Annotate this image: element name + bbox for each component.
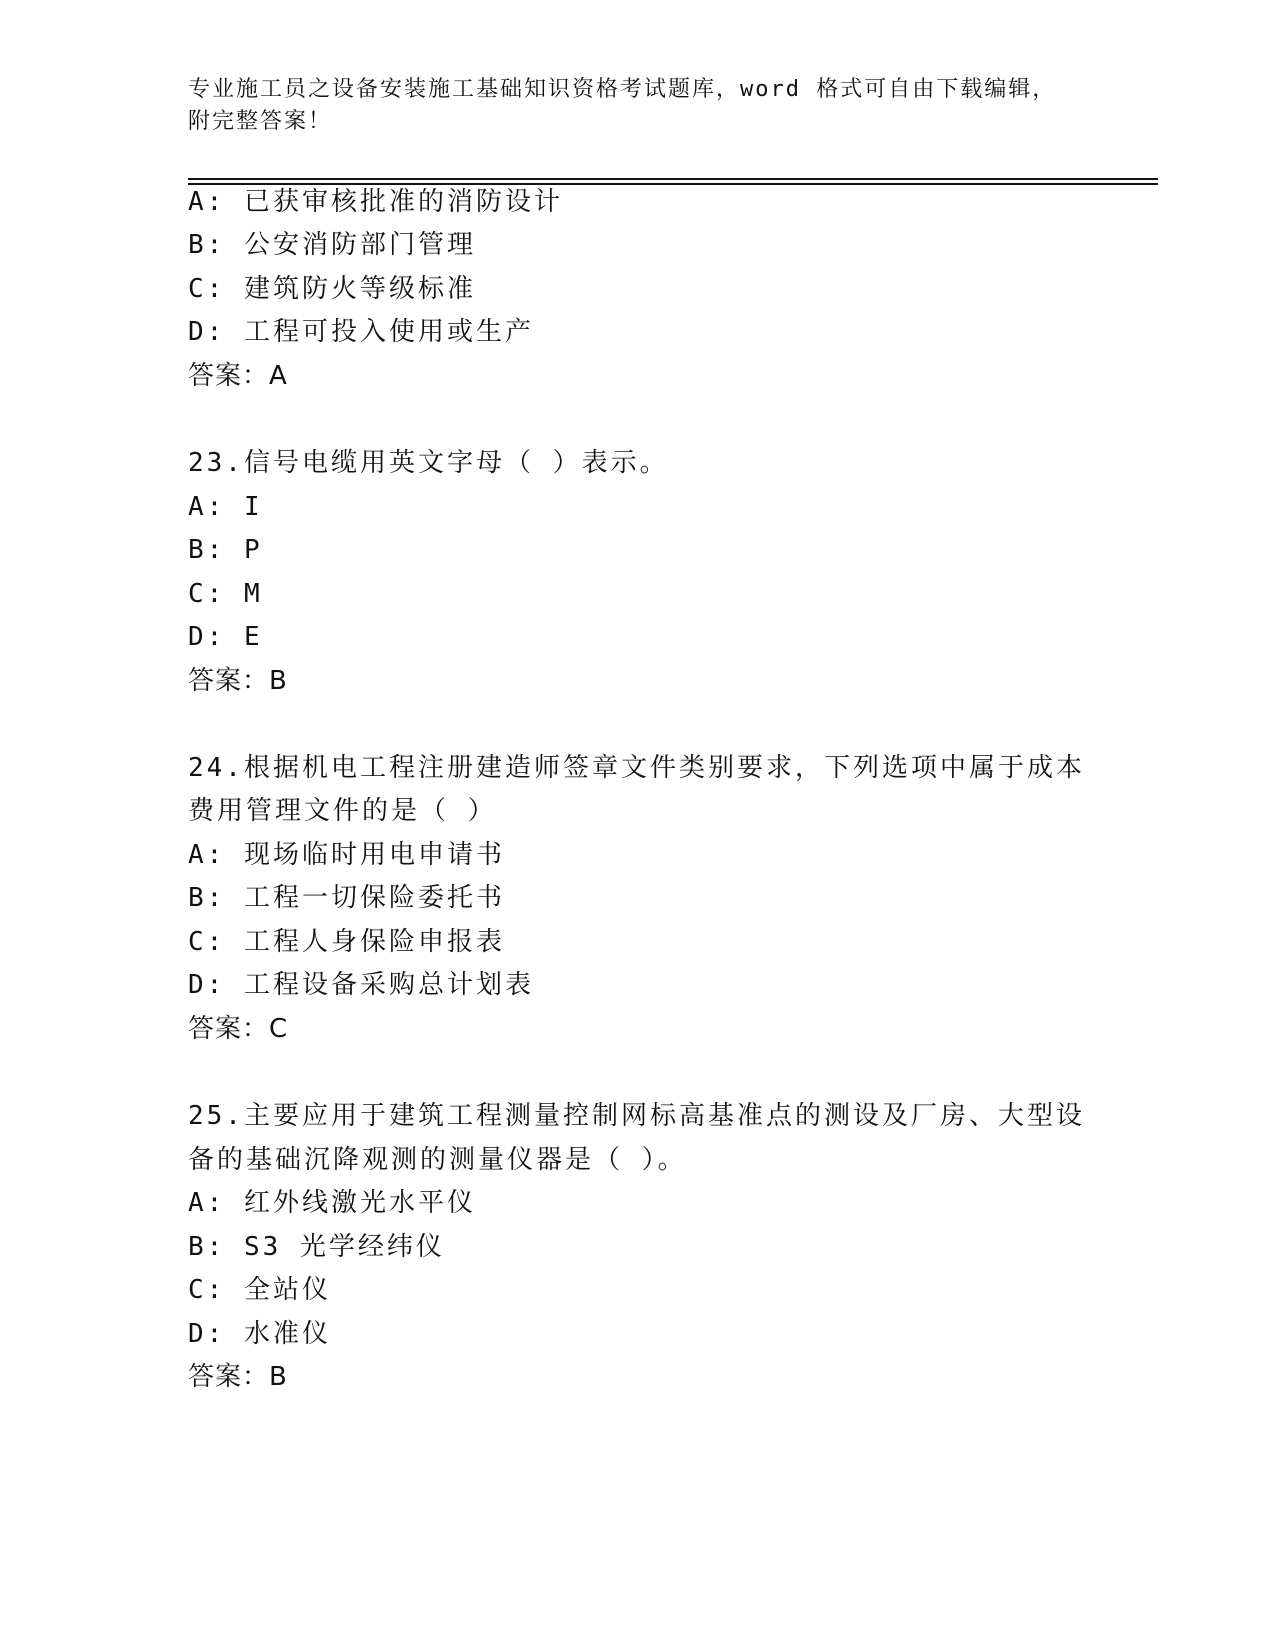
q24-option-b: B: 工程一切保险委托书 bbox=[188, 883, 505, 913]
q23-option-a: A: I bbox=[188, 492, 263, 522]
q22-option-c: C: 建筑防火等级标准 bbox=[188, 274, 476, 304]
q24-stem-line-1: 24.根据机电工程注册建造师签章文件类别要求，下列选项中属于成本 bbox=[188, 753, 1085, 783]
q25-stem-line-1: 25.主要应用于建筑工程测量控制网标高基准点的测设及厂房、大型设 bbox=[188, 1101, 1085, 1131]
q25-option-d: D: 水准仪 bbox=[188, 1319, 331, 1349]
header-divider-top bbox=[188, 178, 1158, 180]
q24-option-d: D: 工程设备采购总计划表 bbox=[188, 970, 534, 1000]
q23-option-c: C: M bbox=[188, 579, 263, 609]
q24-option-a: A: 现场临时用电申请书 bbox=[188, 840, 505, 870]
document-header bbox=[188, 74, 1088, 138]
q23-answer: 答案：B bbox=[188, 666, 288, 696]
q25-stem-line-2: 备的基础沉降观测的测量仪器是（ ）。 bbox=[188, 1145, 687, 1175]
q22-option-d: D: 工程可投入使用或生产 bbox=[188, 317, 534, 347]
q22-answer: 答案：A bbox=[188, 361, 288, 391]
q24-stem-line-2: 费用管理文件的是（ ） bbox=[188, 796, 497, 826]
header-line-1: 专业施工员之设备安装施工基础知识资格考试题库，word 格式可自由下载编辑， bbox=[188, 77, 1057, 102]
q22-option-a: A: 已获审核批准的消防设计 bbox=[188, 187, 563, 217]
header-line-2: 附完整答案！ bbox=[188, 109, 333, 134]
q22-option-b: B: 公安消防部门管理 bbox=[188, 230, 476, 260]
q23-option-d: D: E bbox=[188, 622, 263, 652]
q25-option-b: B: S3 光学经纬仪 bbox=[188, 1232, 445, 1262]
q25-option-c: C: 全站仪 bbox=[188, 1275, 331, 1305]
q24-answer: 答案：C bbox=[188, 1014, 289, 1044]
q23-option-b: B: P bbox=[188, 535, 263, 565]
q23-stem: 23.信号电缆用英文字母（ ）表示。 bbox=[188, 448, 669, 478]
q24-option-c: C: 工程人身保险申报表 bbox=[188, 927, 505, 957]
q25-answer: 答案：B bbox=[188, 1362, 288, 1392]
q25-option-a: A: 红外线激光水平仪 bbox=[188, 1188, 476, 1218]
